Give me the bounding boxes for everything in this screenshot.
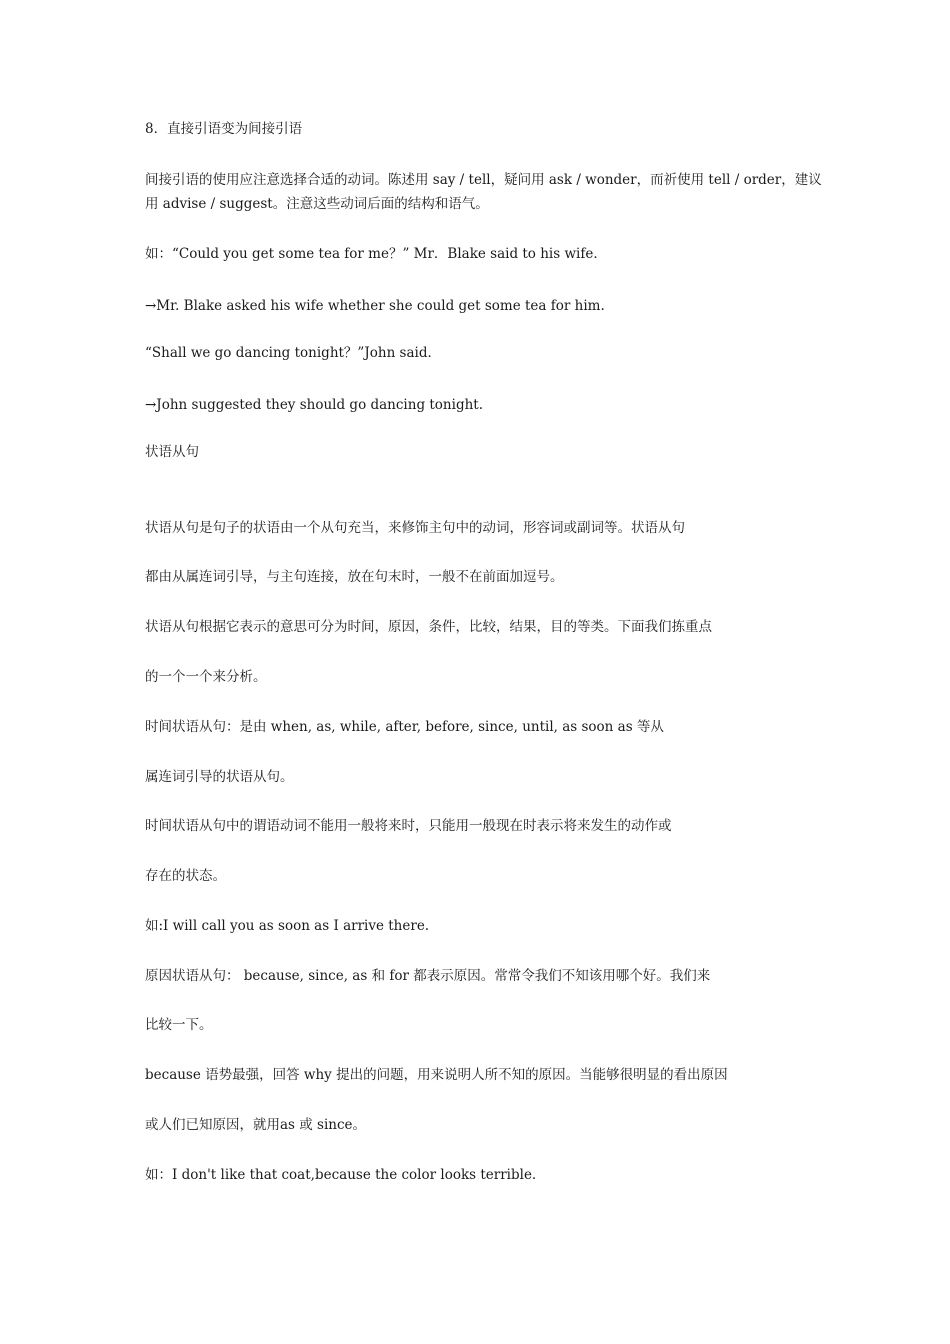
section-heading-indirect-speech: 8．直接引语变为间接引语 (145, 121, 303, 137)
paragraph-line: 属连词引导的状语从句。 (145, 769, 294, 785)
example-indirect-question: →Mr. Blake asked his wife whether she could get some tea for him. (145, 298, 605, 314)
example-reason-clause: 如：I don't like that coat,because the color looks terrible. (145, 1167, 537, 1183)
paragraph-line: 状语从句根据它表示的意思可分为时间，原因，条件，比较，结果，目的等类。下面我们拣重点 (145, 619, 712, 635)
example-direct-suggestion: “Shall we go dancing tonight？”John said． (145, 345, 441, 361)
section-heading-adverbial-clause: 状语从句 (145, 444, 199, 460)
paragraph-indirect-speech-verbs: 间接引语的使用应注意选择合适的动词。陈述用 say / tell，疑问用 ask / wonder，而祈使用 tell / order，建议用 advise / suggest。注意这些动词后面的结构和语气。 (145, 172, 822, 212)
paragraph-line: 原因状语从句： because, since, as 和 for 都表示原因。常常令我们不知该用哪个好。我们来 (145, 968, 711, 984)
paragraph-line: 存在的状态。 (145, 868, 226, 884)
paragraph-line: 都由从属连词引导，与主句连接，放在句末时，一般不在前面加逗号。 (145, 569, 564, 585)
paragraph-line: 或人们已知原因，就用as 或 since。 (145, 1117, 367, 1133)
paragraph-line: 时间状语从句中的谓语动词不能用一般将来时，只能用一般现在时表示将来发生的动作或 (145, 818, 672, 834)
example-indirect-suggestion: →John suggested they should go dancing tonight. (145, 397, 483, 413)
paragraph-line: 比较一下。 (145, 1017, 213, 1033)
example-time-clause: 如:I will call you as soon as I arrive there. (145, 918, 430, 934)
example-direct-question: 如：“Could you get some tea for me？” Mr．Blake said to his wife． (145, 246, 607, 262)
paragraph-line: 时间状语从句：是由 when, as, while, after, before, since, until, as soon as 等从 (145, 719, 664, 735)
paragraph-line: 状语从句是句子的状语由一个从句充当，来修饰主句中的动词，形容词或副词等。状语从句 (145, 520, 685, 536)
paragraph-line: 的一个一个来分析。 (145, 669, 267, 685)
paragraph-line: because 语势最强，回答 why 提出的问题，用来说明人所不知的原因。当能够很明显的看出原因 (145, 1067, 728, 1083)
